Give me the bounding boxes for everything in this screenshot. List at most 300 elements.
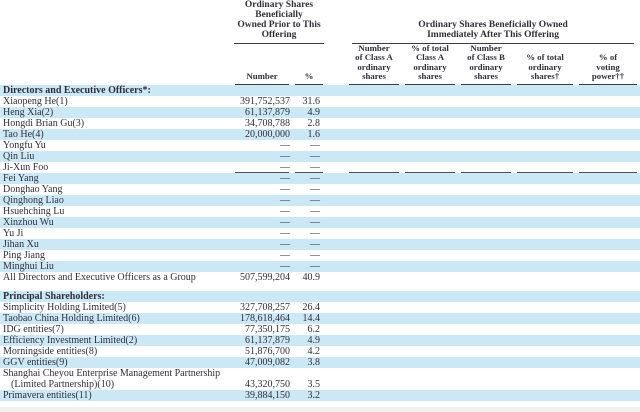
table-row [0,96,640,107]
table-row [0,107,640,118]
after-offering-cell [402,217,458,228]
prior-number-cell: — [280,183,290,195]
table-row [0,129,640,140]
prior-number-cell: — [280,205,290,217]
column-gap [326,44,346,85]
column-gap [326,96,346,107]
header-line: Number [246,71,278,82]
group-header-row [0,0,640,44]
after-offering-cell [514,313,576,324]
column-gap [326,151,346,162]
prior-pct-cell: 31.6 [302,95,320,107]
table-row [0,206,640,217]
prior-pct-cell: 4.2 [307,345,320,357]
after-offering-cell [402,335,458,346]
prior-number-cell: 178,618,464 [232,313,292,324]
after-offering-cell [458,107,514,118]
prior-number-cell [232,85,292,96]
prior-number-cell: — [280,249,290,261]
after-offering-cell [402,162,458,173]
after-offering-cell [402,357,458,368]
after-offering-cell [576,291,640,302]
after-offering-cell [458,96,514,107]
after-offering-cell [514,291,576,302]
prior-pct-cell: 40.9 [302,271,320,283]
shareholder-name-cell: Xiaopeng He(1) [3,95,68,107]
shareholder-name-cell: All Directors and Executive Officers as a Group [3,271,196,283]
table-row [0,324,640,335]
after-offering-cell [346,368,402,390]
after-offering-cell [576,96,640,107]
after-offering-cell [346,250,402,261]
prior-number-cell: — [232,195,292,206]
column-header-prior-number [232,44,292,85]
after-offering-cell [576,184,640,195]
table-body [0,85,640,401]
after-offering-cell [458,206,514,217]
table-row [0,228,640,239]
header-line: % of total [526,52,564,63]
spacer-row [0,283,640,291]
column-gap [326,250,346,261]
table-row [0,357,640,368]
column-gap [326,217,346,228]
after-offering-cell [514,250,576,261]
after-offering-cell [514,357,576,368]
shareholder-name-cell: Minghui Liu [0,261,232,272]
after-offering-cell [458,140,514,151]
after-offering-cell [514,239,576,250]
column-gap [326,272,346,283]
after-offering-cell [576,239,640,250]
after-offering-cell [514,346,576,357]
after-offering-cell [346,313,402,324]
after-offering-cell [514,390,576,401]
prior-pct-cell: — [310,139,320,151]
after-offering-cell [576,357,640,368]
after-offering-cell [576,85,640,96]
after-offering-cell [402,140,458,151]
column-gap [326,129,346,140]
shareholder-name-cell: GGV entities(9) [0,357,232,368]
column-gap [326,228,346,239]
after-offering-cell [576,228,640,239]
shareholder-name-cell: Hongdi Brian Gu(3) [3,117,85,129]
shareholder-name-cell: Qin Liu [0,151,232,162]
after-offering-cell [458,217,514,228]
shareholder-name-cell: Xinzhou Wu [0,217,232,228]
after-offering-cell [576,206,640,217]
name-column-header-empty [0,0,232,44]
prior-number-cell: — [232,217,292,228]
shareholder-name-cell: Directors and Executive Officers*: [0,85,232,96]
table-row [0,368,640,390]
table-row [0,140,640,151]
after-offering-cell [346,85,402,96]
prior-number-cell: — [280,139,290,151]
prior-pct-cell: 26.4 [302,301,320,313]
prior-number-cell: 61,137,879 [232,107,292,118]
prior-pct-cell: — [292,162,326,173]
table-row [0,162,640,173]
after-offering-cell [346,357,402,368]
after-offering-cell [576,107,640,118]
prior-number-cell: 47,009,082 [232,357,292,368]
shareholder-name-cell: Ping Jiang [3,249,45,261]
column-gap [326,195,346,206]
after-offering-cell [402,250,458,261]
after-offering-cell [346,324,402,335]
column-header-voting-pct [576,44,640,85]
header-line: % of total [411,43,449,53]
after-offering-cell [346,107,402,118]
prior-number-cell: 43,320,750 [245,378,290,390]
prior-number-cell: 507,599,204 [240,271,290,283]
column-gap [326,335,346,346]
after-offering-cell [346,129,402,140]
shareholder-name-cell: Simplicity Holding Limited(5) [3,301,126,313]
table-header [0,0,640,85]
after-offering-cell [576,335,640,346]
after-offering-cell [346,151,402,162]
after-offering-cell [346,96,402,107]
prior-number-cell: 61,137,879 [232,335,292,346]
after-offering-cell [514,335,576,346]
after-offering-cell [514,228,576,239]
section-header-row [0,291,640,302]
after-offering-cell [346,162,402,173]
after-offering-cell [514,140,576,151]
table-row [0,313,640,324]
after-offering-cell [458,151,514,162]
header-line: Owned Prior to This [237,20,321,30]
prior-pct-cell [292,291,326,302]
column-gap [326,368,346,390]
column-header-classa-number [346,44,402,85]
prior-pct-cell: — [292,195,326,206]
shareholder-name-cell: IDG entities(7) [3,323,64,335]
table-row [0,335,640,346]
column-gap [326,162,346,173]
shareholder-name-cell: Tao He(4) [0,129,232,140]
column-gap [326,302,346,313]
after-offering-cell [458,261,514,272]
after-offering-cell [346,228,402,239]
header-line: shares [418,71,442,82]
after-offering-cell [458,85,514,96]
table-row [0,184,640,195]
after-offering-cell [402,85,458,96]
prior-pct-cell: — [310,249,320,261]
prior-pct-cell: 1.6 [292,129,326,140]
bottom-edge [0,407,640,412]
after-offering-cell [402,151,458,162]
table-row [0,151,640,162]
column-header-classa-pct [402,44,458,85]
column-gap [326,206,346,217]
prior-pct-cell: — [292,151,326,162]
column-header-text [349,44,399,85]
after-offering-cell [576,272,640,283]
after-offering-cell [346,206,402,217]
header-line: voting [596,61,620,72]
after-offering-cell [402,324,458,335]
after-offering-cell [458,118,514,129]
name-column-header-empty [0,44,232,85]
column-gap [326,0,346,44]
after-offering-cell [402,129,458,140]
column-gap [326,324,346,335]
column-gap [326,261,346,272]
after-offering-cell [514,206,576,217]
header-line: ordinary [413,61,447,72]
prior-pct-cell [292,85,326,96]
table-row [0,173,640,184]
after-offering-cell [576,250,640,261]
column-header-total-pct [514,44,576,85]
after-offering-cell [458,173,514,184]
after-offering-cell [514,324,576,335]
table-row [0,118,640,129]
after-offering-cell [514,129,576,140]
column-header-text [517,53,573,84]
after-offering-cell [576,261,640,272]
after-offering-cell [346,390,402,401]
after-offering-cell [346,272,402,283]
table-row [0,217,640,228]
header-line: Immediately After This Offering [427,30,559,40]
shareholder-name-line-2: (Limited Partnership)(10) [11,378,115,390]
column-header-prior-pct [292,44,326,85]
after-offering-cell [346,346,402,357]
shareholder-name-cell: Yongfu Yu [3,139,46,151]
after-offering-cell [576,118,640,129]
after-offering-group-title [352,20,634,44]
after-offering-cell [458,357,514,368]
prior-number-cell: 51,876,700 [245,345,290,357]
header-line: power†† [591,71,625,82]
after-offering-cell [346,335,402,346]
prior-number-cell: 77,350,175 [245,323,290,335]
after-offering-cell [402,291,458,302]
after-offering-cell [346,261,402,272]
header-line: ordinary [469,61,503,72]
after-offering-cell [458,184,514,195]
prior-number-cell: — [280,227,290,239]
after-offering-cell [514,118,576,129]
prior-number-cell: 34,708,788 [245,117,290,129]
after-offering-cell [346,195,402,206]
after-offering-cell [346,239,402,250]
header-line: shares [362,71,386,82]
after-offering-cell [514,107,576,118]
prior-number-cell: 391,752,537 [240,95,290,107]
after-offering-cell [402,368,458,390]
after-offering-cell [402,313,458,324]
after-offering-cell [576,151,640,162]
after-offering-cell [514,195,576,206]
after-offering-cell [576,140,640,151]
table-row [0,302,640,313]
after-offering-cell [514,162,576,173]
column-gap [326,313,346,324]
shareholder-name-cell: Heng Xia(2) [0,107,232,118]
prior-pct-cell: 14.4 [292,313,326,324]
after-offering-cell [346,140,402,151]
shareholder-name-cell: Primavera entities(11) [0,390,232,401]
after-offering-cell [514,261,576,272]
header-line: shares [474,71,498,82]
after-offering-cell [576,302,640,313]
shareholder-name-cell: Hsuehching Lu [3,205,65,217]
after-offering-cell [576,346,640,357]
after-offering-cell [346,118,402,129]
shareholder-name-cell: Taobao China Holding Limited(6) [0,313,232,324]
header-line: % [304,71,314,82]
prior-pct-cell: 4.9 [292,335,326,346]
after-offering-cell [402,390,458,401]
after-offering-cell [576,195,640,206]
shareholder-name-cell: Fei Yang [0,173,232,184]
after-offering-cell [458,162,514,173]
after-offering-cell [458,195,514,206]
column-gap [326,239,346,250]
prior-offering-group-header [232,0,326,44]
after-offering-cell [346,291,402,302]
after-offering-cell [346,302,402,313]
prior-pct-cell: 3.8 [292,357,326,368]
header-line: Ordinary Shares [244,0,314,10]
after-offering-cell [576,162,640,173]
after-offering-cell [514,96,576,107]
after-offering-cell [576,324,640,335]
section-header-row [0,85,640,96]
column-gap [326,357,346,368]
shareholder-name-cell: Jihan Xu [0,239,232,250]
after-offering-cell [402,107,458,118]
prior-pct-cell: — [310,183,320,195]
after-offering-cell [458,335,514,346]
prior-pct-cell: 3.2 [292,390,326,401]
after-offering-cell [458,313,514,324]
header-line: shares† [530,71,560,82]
column-header-text [295,72,323,84]
prior-pct-cell: 2.8 [307,117,320,129]
after-offering-cell [514,302,576,313]
column-gap [326,346,346,357]
table-row [0,250,640,261]
after-offering-cell [458,302,514,313]
column-gap [326,173,346,184]
prior-number-cell: 327,708,257 [240,301,290,313]
prior-number-cell: — [232,162,292,173]
prior-number-cell: — [232,261,292,272]
after-offering-cell [458,228,514,239]
after-offering-cell [402,206,458,217]
shareholder-name-cell: Qinghong Liao [0,195,232,206]
after-offering-cell [514,151,576,162]
table-row [0,272,640,283]
column-gap [326,140,346,151]
column-gap [326,107,346,118]
after-offering-cell [346,184,402,195]
prior-pct-cell: 3.5 [307,378,320,390]
shareholder-name-line-1: Shanghai Cheyou Enterprise Management Partnership [3,367,221,379]
prior-pct-cell: — [292,239,326,250]
after-offering-cell [576,129,640,140]
header-line: of Class B [467,52,505,63]
header-line: Offering [261,30,297,40]
shareholder-name-cell: Efficiency Investment Limited(2) [0,335,232,346]
prior-number-cell: — [232,173,292,184]
after-offering-cell [458,390,514,401]
column-header-text [405,44,455,85]
prior-pct-cell: 6.2 [307,323,320,335]
header-line: ordinary [357,61,391,72]
after-offering-cell [514,173,576,184]
after-offering-cell [514,368,576,390]
shareholder-name-cell: Yu Ji [3,227,24,239]
after-offering-cell [514,272,576,283]
after-offering-cell [576,313,640,324]
prior-number-cell: 20,000,000 [232,129,292,140]
prior-pct-cell: — [310,227,320,239]
after-offering-cell [458,368,514,390]
after-offering-cell [458,324,514,335]
column-gap [326,184,346,195]
header-line: % of [598,52,618,63]
after-offering-cell [346,217,402,228]
after-offering-cell [402,261,458,272]
after-offering-cell [458,250,514,261]
after-offering-cell [402,346,458,357]
column-header-row [0,44,640,85]
after-offering-group-header [346,0,640,44]
header-line: Number [358,43,390,53]
prior-pct-cell: — [292,173,326,184]
header-line: of Class A [355,52,393,63]
prior-offering-group-title [234,0,324,44]
prior-pct-cell: — [292,217,326,228]
column-header-text [235,72,289,84]
header-line: Class A [415,52,445,63]
after-offering-cell [402,184,458,195]
after-offering-cell [346,173,402,184]
after-offering-cell [402,302,458,313]
after-offering-cell [458,291,514,302]
after-offering-cell [402,272,458,283]
after-offering-cell [402,228,458,239]
shareholder-name-cell: Principal Shareholders: [0,291,232,302]
after-offering-cell [514,85,576,96]
prior-number-cell: — [232,239,292,250]
after-offering-cell [576,390,640,401]
shareholder-name-cell: Donghao Yang [3,183,63,195]
header-line: Beneficially [255,10,303,20]
after-offering-cell [514,217,576,228]
column-gap [326,85,346,96]
after-offering-cell [576,173,640,184]
table-row [0,261,640,272]
column-header-text [461,44,511,85]
after-offering-cell [458,346,514,357]
after-offering-cell [458,239,514,250]
prior-number-cell [232,291,292,302]
column-gap [326,118,346,129]
after-offering-cell [402,96,458,107]
after-offering-cell [402,118,458,129]
column-header-classb-number [458,44,514,85]
